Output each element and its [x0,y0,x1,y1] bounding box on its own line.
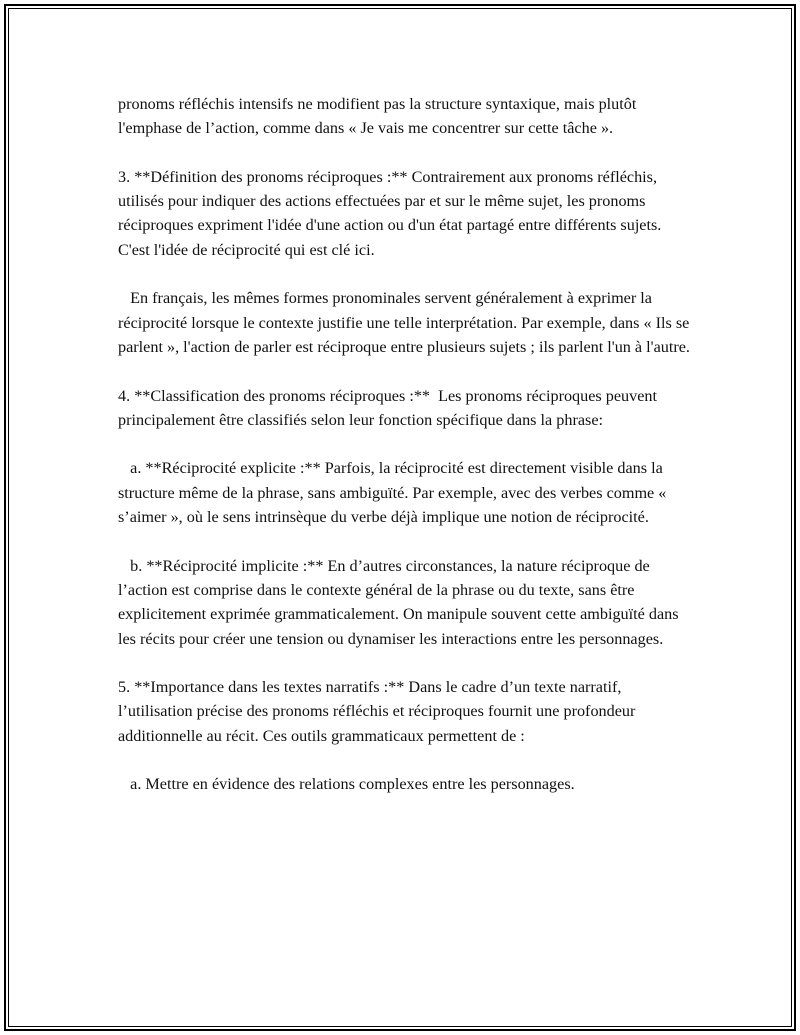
paragraph-complex-relations: a. Mettre en évidence des relations complexes entre les personnages. [118,775,575,794]
paragraph-reciprocal-french: En français, les mêmes formes pronominales servent généralement à exprimer la réciprocité lorsque le contexte justifie une telle interprétation. Par exemple, dans « Ils se parlent », l'action de parler est réciproque entre plusieurs sujets ; ils parlent l'un à l'autre. [118,289,694,356]
paragraph-intensive-reflexive: pronoms réfléchis intensifs ne modifient pas la structure syntaxique, mais plutôt l'emphase de l’action, comme dans « Je vais me concentrer sur cette tâche ». [118,95,641,138]
paragraph-implicit-reciprocity: b. **Réciprocité implicite :** En d’autres circonstances, la nature réciproque de l’action est comprise dans le contexte général de la phrase ou du texte, sans être explicitement exprimée grammaticalement. On manipule souvent cette ambiguïté dans les récits pour créer une tension ou dynamiser les interactions entre les personnages. [118,556,683,648]
paragraph-explicit-reciprocity: a. **Réciprocité explicite :** Parfois, la réciprocité est directement visible dans la structure même de la phrase, sans ambiguïté. Par exemple, avec des verbes comme « s’aimer », où le sens intrinsèque du verbe déjà implique une notion de réciprocité. [118,459,671,527]
paragraph-reciprocal-classification: 4. **Classification des pronoms réciproques :** Les pronoms réciproques peuvent principalement être classifiés selon leur fonction spécifique dans la phrase: [118,386,662,429]
paragraph-narrative-importance: 5. **Importance dans les textes narratifs :** Dans le cadre d’un texte narratif, l’utilisation précise des pronoms réfléchis et réciproques fournit une profondeur additionnelle au récit. Ces outils grammaticaux permettent de : [118,678,640,745]
paragraph-reciprocal-definition: 3. **Définition des pronoms réciproques :** Contrairement aux pronoms réfléchis, utilisés pour indiquer des actions effectuées par et sur le même sujet, les pronoms réciproques expriment l'idée d'une action ou d'un état partagé entre différents sujets. C'est l'idée de réciprocité qui est clé ici. [118,167,666,259]
document-body [118,92,694,821]
